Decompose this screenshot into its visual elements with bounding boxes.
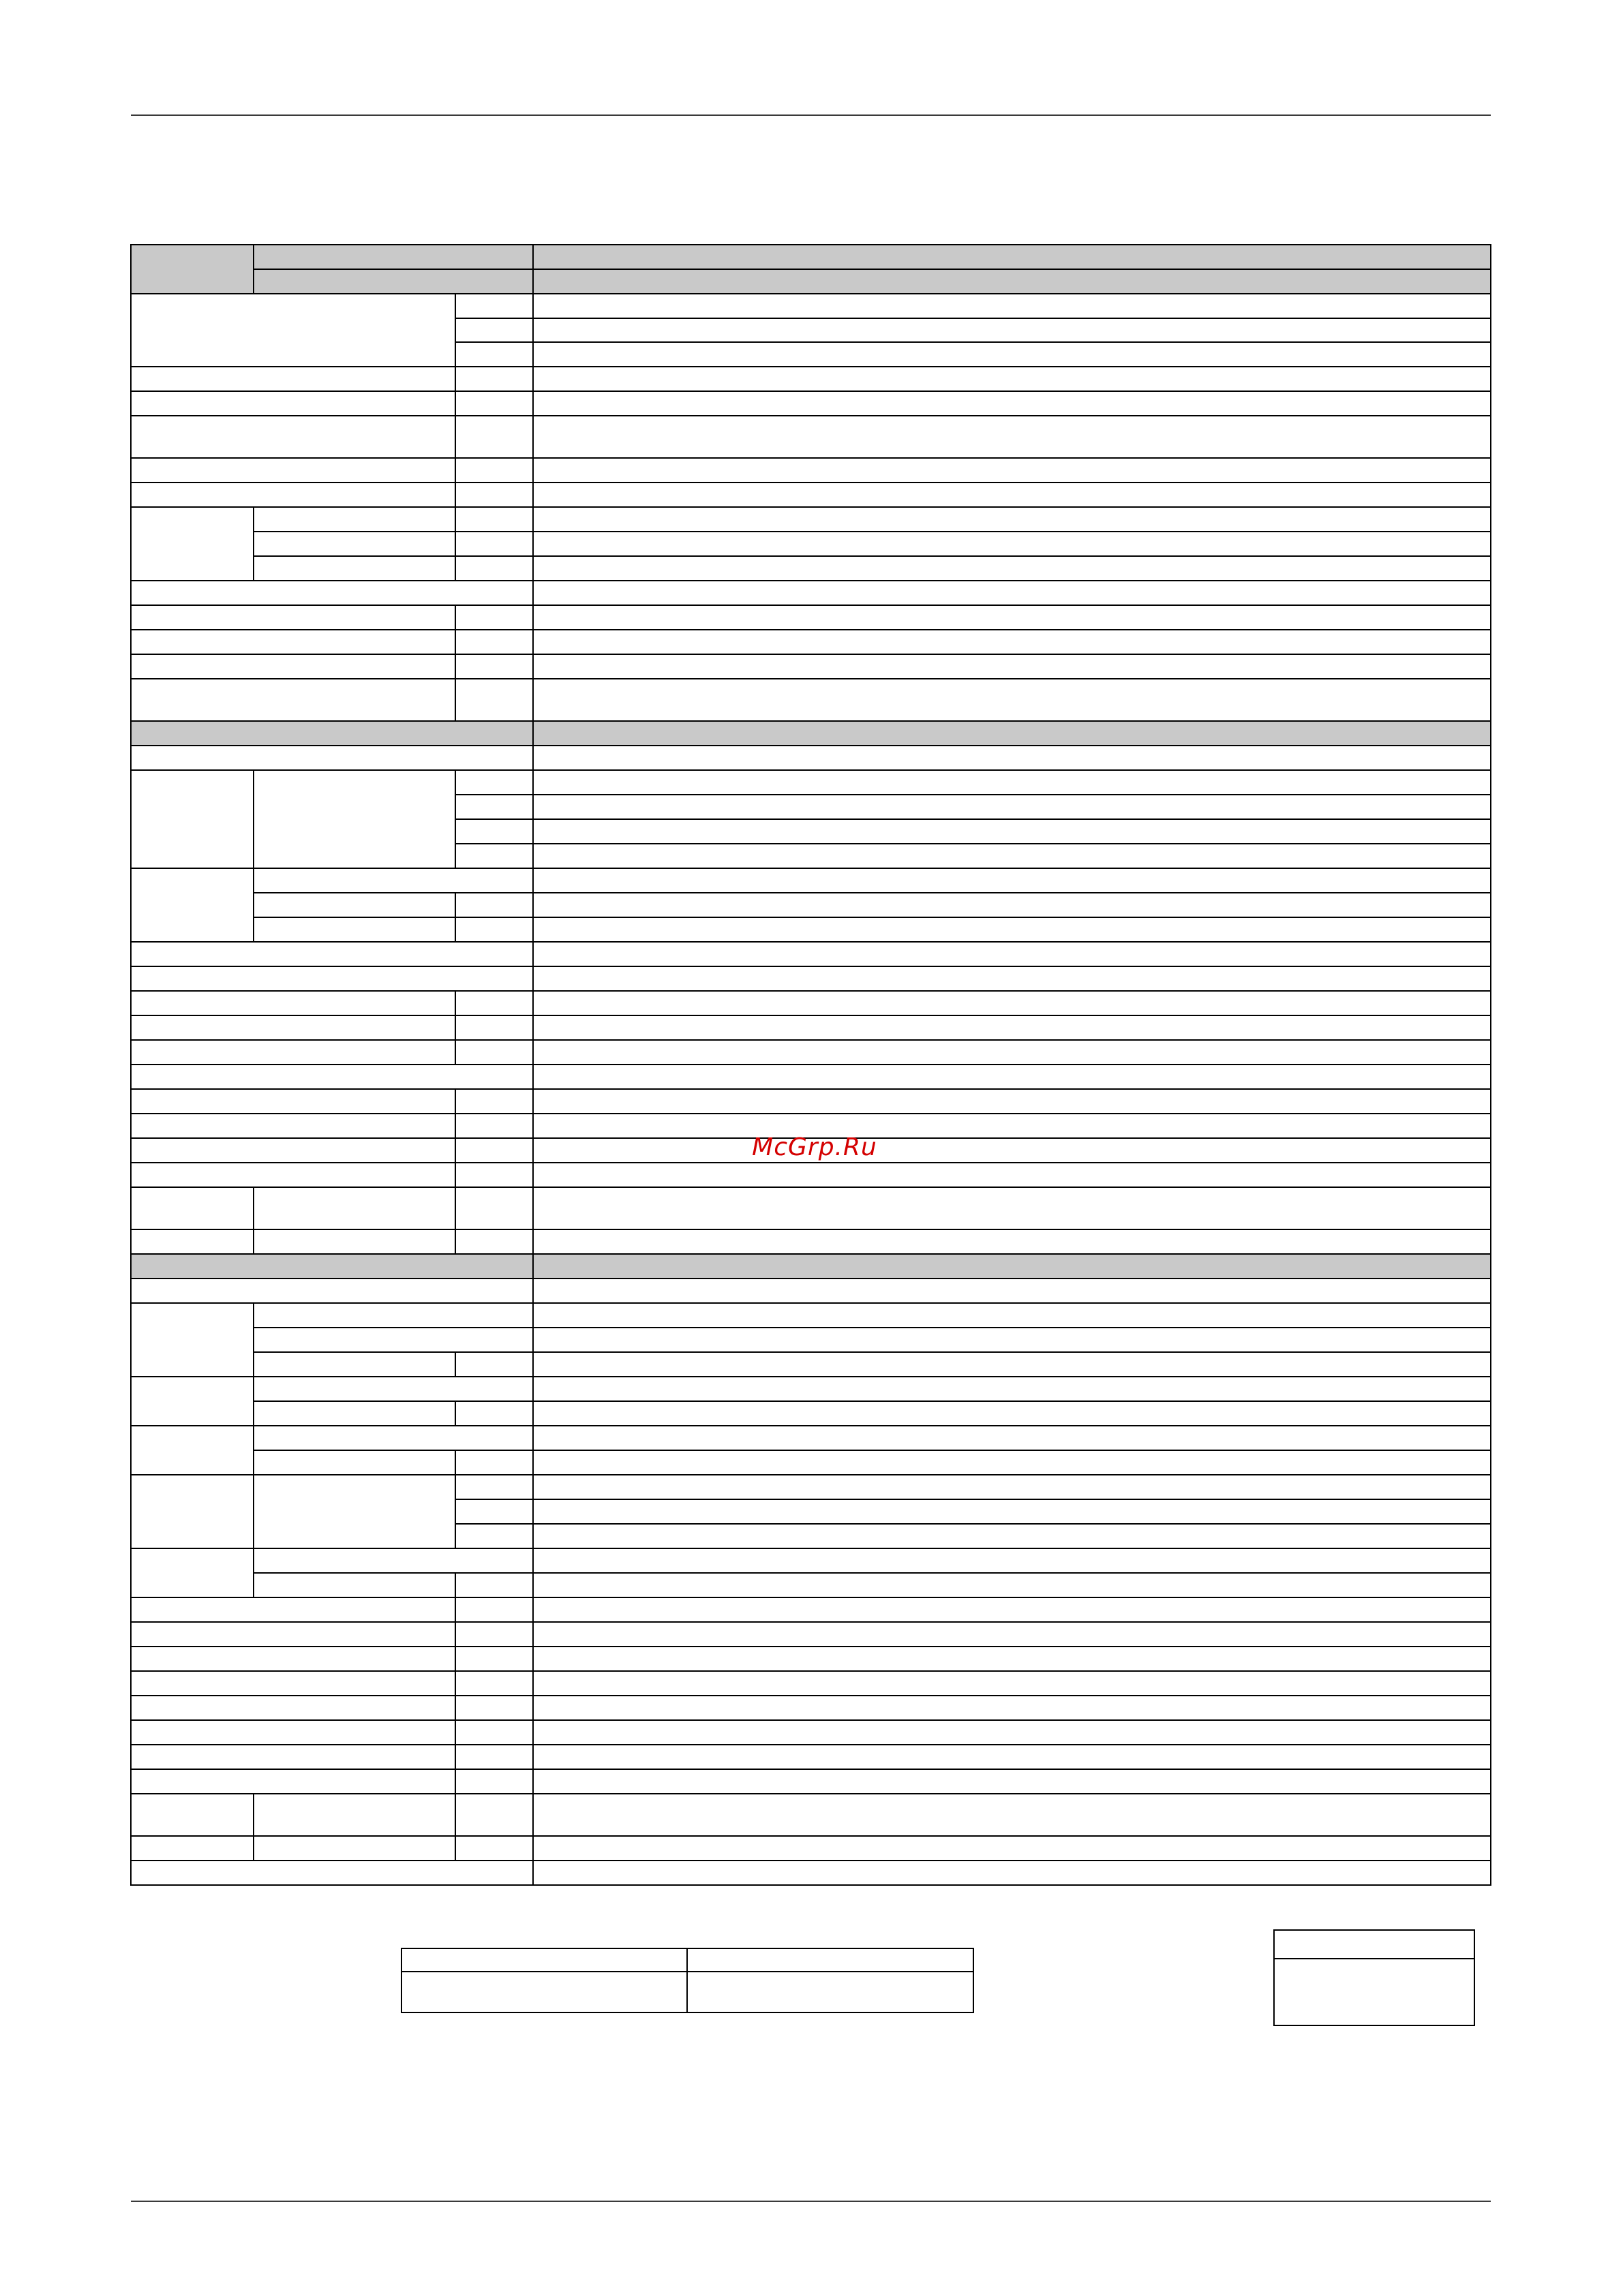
header-corner-cell bbox=[131, 245, 254, 294]
approval-table bbox=[401, 1948, 973, 2012]
row-lines bbox=[131, 269, 1491, 1861]
header-row-2 bbox=[254, 269, 1491, 294]
header-row-1 bbox=[254, 245, 1491, 269]
header-fills bbox=[131, 245, 1491, 1279]
section-header-2 bbox=[131, 721, 1491, 746]
section-header-3 bbox=[131, 1254, 1491, 1279]
watermark-text: McGrp.Ru bbox=[752, 1133, 877, 1161]
stamp-box bbox=[1274, 1930, 1474, 2025]
